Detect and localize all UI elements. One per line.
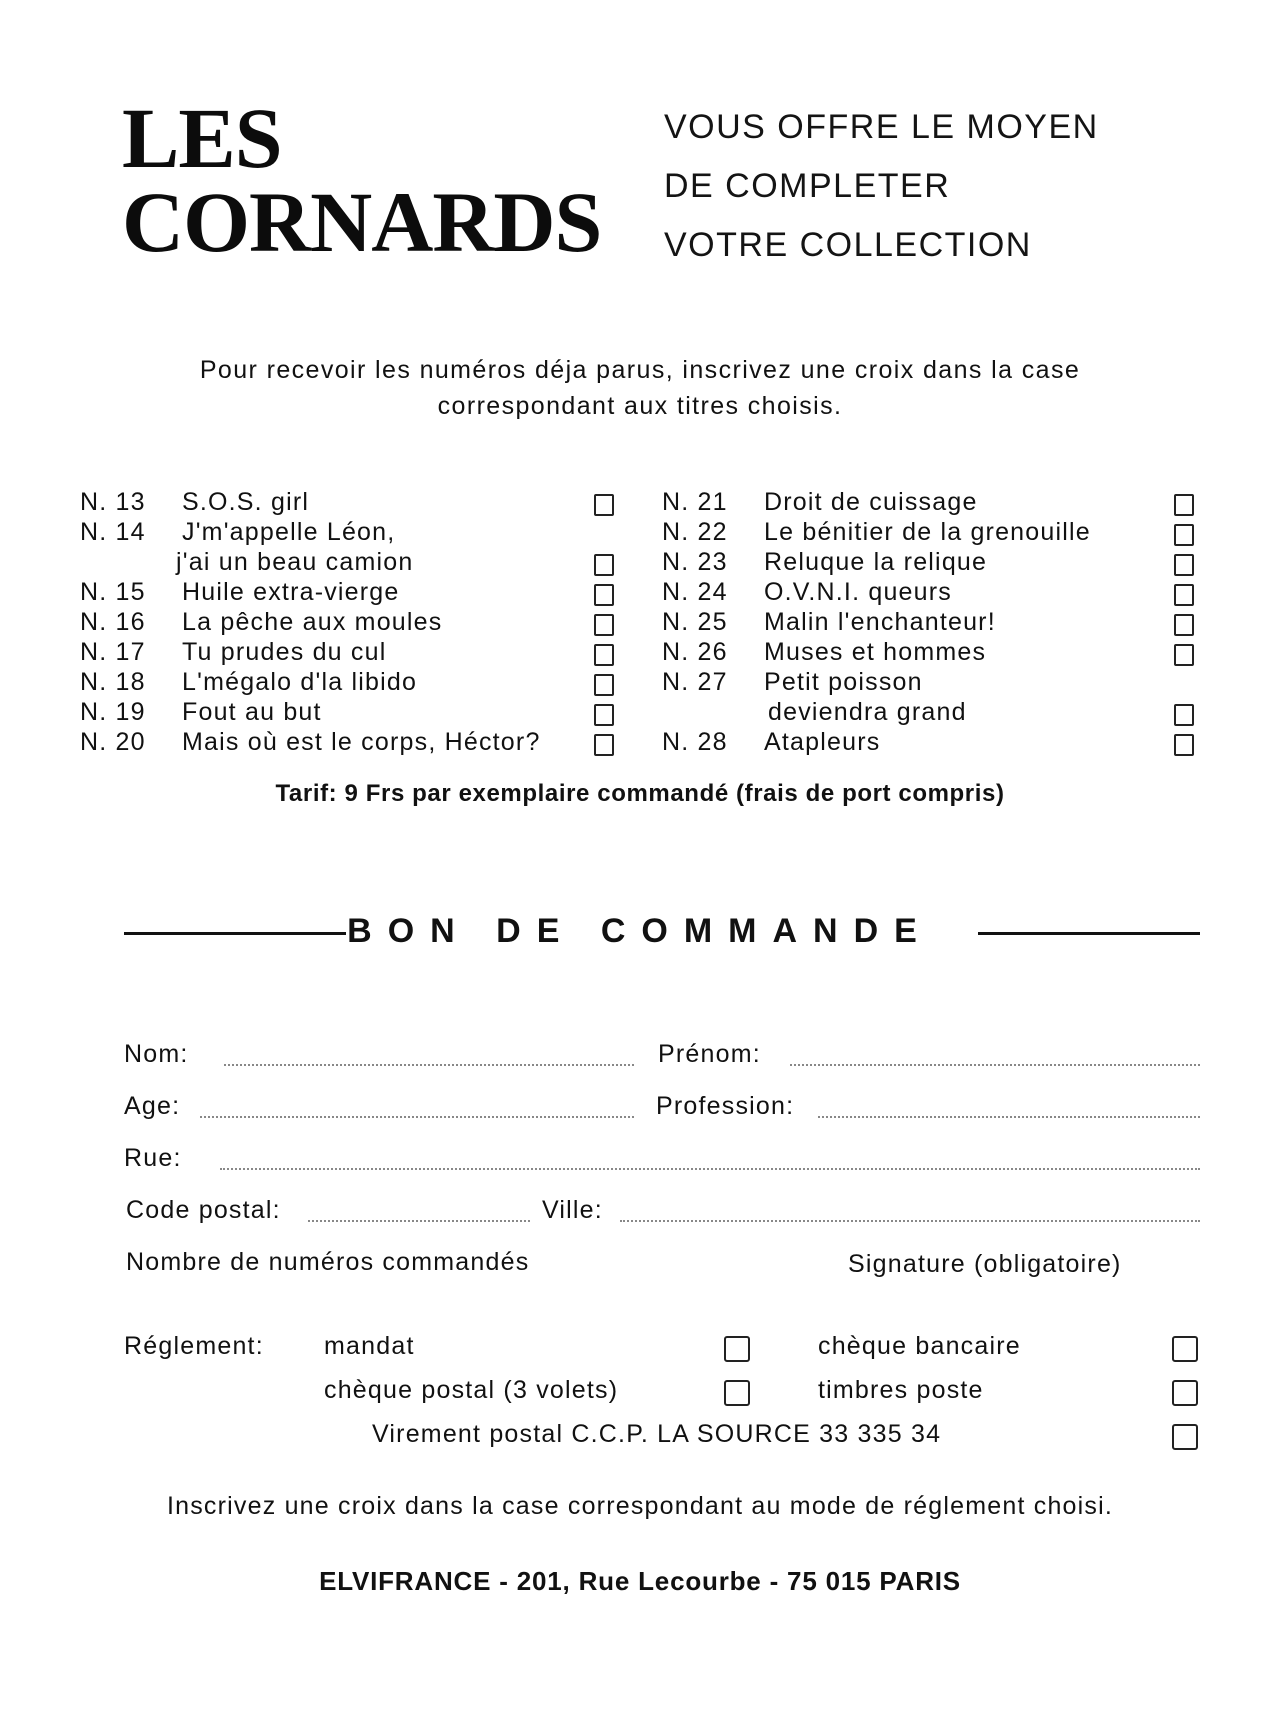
catalogue-item: [80, 578, 620, 608]
prenom-input[interactable]: [790, 1064, 1200, 1066]
issue-number: N. 19: [80, 698, 146, 726]
issue-checkbox[interactable]: [1174, 734, 1194, 756]
catalogue-item: [80, 698, 620, 728]
tagline-line-3: VOTRE COLLECTION: [664, 226, 1032, 264]
issue-title: Le bénitier de la grenouille: [764, 518, 1091, 546]
reglement-label: Réglement:: [124, 1332, 264, 1360]
title-line-2: CORNARDS: [122, 174, 602, 270]
issue-number: N. 27: [662, 668, 728, 696]
issue-number: N. 17: [80, 638, 146, 666]
issue-checkbox[interactable]: [594, 494, 614, 516]
issue-checkbox[interactable]: [1174, 494, 1194, 516]
issue-title: Muses et hommes: [764, 638, 987, 666]
issue-checkbox[interactable]: [594, 674, 614, 696]
issue-checkbox[interactable]: [594, 734, 614, 756]
issue-title: Droit de cuissage: [764, 488, 978, 516]
divider-right: [978, 932, 1200, 935]
prenom-label: Prénom:: [658, 1040, 761, 1068]
issue-title: Malin l'enchanteur!: [764, 608, 996, 636]
tarif-text: Tarif: 9 Frs par exemplaire commandé (frais de port compris): [275, 780, 1005, 807]
issue-title: Petit poisson: [764, 668, 923, 696]
age-input[interactable]: [200, 1116, 634, 1118]
mandat-checkbox[interactable]: [724, 1336, 750, 1362]
timbres-checkbox[interactable]: [1172, 1380, 1198, 1406]
issue-checkbox[interactable]: [1174, 704, 1194, 726]
issue-number: N. 25: [662, 608, 728, 636]
issue-title: Tu prudes du cul: [182, 638, 387, 666]
ville-label: Ville:: [542, 1196, 603, 1224]
issue-number: N. 26: [662, 638, 728, 666]
issue-title: Atapleurs: [764, 728, 881, 756]
issue-title: Reluque la relique: [764, 548, 988, 576]
order-form-heading: BON DE COMMANDE: [347, 912, 933, 950]
age-label: Age:: [124, 1092, 181, 1120]
issue-checkbox[interactable]: [594, 584, 614, 606]
catalogue-item: [662, 608, 1202, 638]
issue-title: deviendra grand: [768, 698, 967, 726]
title-line-1: LES: [122, 90, 282, 186]
rue-input[interactable]: [220, 1168, 1200, 1170]
issue-checkbox[interactable]: [1174, 614, 1194, 636]
cheque-postal-label: chèque postal (3 volets): [324, 1376, 619, 1404]
ville-input[interactable]: [620, 1220, 1200, 1222]
catalogue-item: [662, 578, 1202, 608]
issue-number: N. 24: [662, 578, 728, 606]
intro-text: Pour recevoir les numéros déja parus, inscrivez une croix dans la case correspondant aux titres choisis.: [199, 356, 1081, 420]
issue-checkbox[interactable]: [594, 644, 614, 666]
issue-title: J'm'appelle Léon,: [182, 518, 396, 546]
issue-number: N. 18: [80, 668, 146, 696]
cheque-bancaire-checkbox[interactable]: [1172, 1336, 1198, 1362]
catalogue-item: [662, 488, 1202, 518]
issue-number: N. 22: [662, 518, 728, 546]
issue-title: Mais où est le corps, Héctor?: [182, 728, 541, 756]
issue-number: N. 28: [662, 728, 728, 756]
tagline: [664, 98, 1099, 275]
issue-title: La pêche aux moules: [182, 608, 443, 636]
issue-number: N. 21: [662, 488, 728, 516]
issue-number: N. 16: [80, 608, 146, 636]
issue-checkbox[interactable]: [1174, 524, 1194, 546]
catalogue-item: [80, 488, 620, 518]
catalogue-right: [662, 488, 1202, 758]
issue-title: L'mégalo d'la libido: [182, 668, 418, 696]
mandat-label: mandat: [324, 1332, 415, 1360]
virement-checkbox[interactable]: [1172, 1424, 1198, 1450]
issue-checkbox[interactable]: [594, 554, 614, 576]
issue-checkbox[interactable]: [1174, 584, 1194, 606]
profession-input[interactable]: [818, 1116, 1200, 1118]
signature-label: Signature (obligatoire): [848, 1250, 1122, 1278]
cheque-bancaire-label: chèque bancaire: [818, 1332, 1021, 1360]
issue-checkbox[interactable]: [1174, 644, 1194, 666]
virement-label: Virement postal C.C.P. LA SOURCE 33 335 34: [372, 1420, 942, 1448]
catalogue-item: [662, 548, 1202, 578]
issue-number: N. 15: [80, 578, 146, 606]
issue-checkbox[interactable]: [594, 704, 614, 726]
issue-checkbox[interactable]: [594, 614, 614, 636]
catalogue-item: [80, 638, 620, 668]
catalogue-item: [80, 548, 620, 578]
catalogue-item: [80, 668, 620, 698]
issue-number: N. 20: [80, 728, 146, 756]
payment-note: Inscrivez une croix dans la case correspondant au mode de réglement choisi.: [166, 1492, 1114, 1520]
catalogue-item: [80, 728, 620, 758]
catalogue-left: [80, 488, 620, 758]
issue-number: N. 14: [80, 518, 146, 546]
issue-checkbox[interactable]: [1174, 554, 1194, 576]
catalogue-item: [662, 728, 1202, 758]
catalogue-item: [80, 608, 620, 638]
code-postal-label: Code postal:: [126, 1196, 281, 1224]
nombre-label: Nombre de numéros commandés: [126, 1248, 530, 1276]
catalogue-item: [662, 638, 1202, 668]
cheque-postal-checkbox[interactable]: [724, 1380, 750, 1406]
issue-number: N. 13: [80, 488, 146, 516]
catalogue-item: [80, 518, 620, 548]
profession-label: Profession:: [656, 1092, 795, 1120]
nom-label: Nom:: [124, 1040, 189, 1068]
timbres-label: timbres poste: [818, 1376, 984, 1404]
tagline-line-1: VOUS OFFRE LE MOYEN: [664, 108, 1099, 146]
catalogue-item: [662, 668, 1202, 698]
rue-label: Rue:: [124, 1144, 182, 1172]
issue-title: Fout au but: [182, 698, 322, 726]
catalogue-item: [662, 698, 1202, 728]
magazine-title: [122, 90, 602, 270]
catalogue-item: [662, 518, 1202, 548]
nom-input[interactable]: [224, 1064, 634, 1066]
issue-title: S.O.S. girl: [182, 488, 310, 516]
issue-number: N. 23: [662, 548, 728, 576]
issue-title: Huile extra-vierge: [182, 578, 400, 606]
issue-title: O.V.N.I. queurs: [764, 578, 952, 606]
tagline-line-2: DE COMPLETER: [664, 167, 951, 205]
issue-title: j'ai un beau camion: [176, 548, 414, 576]
publisher-address: ELVIFRANCE - 201, Rue Lecourbe - 75 015 PARIS: [319, 1566, 961, 1596]
code-postal-input[interactable]: [308, 1220, 530, 1222]
